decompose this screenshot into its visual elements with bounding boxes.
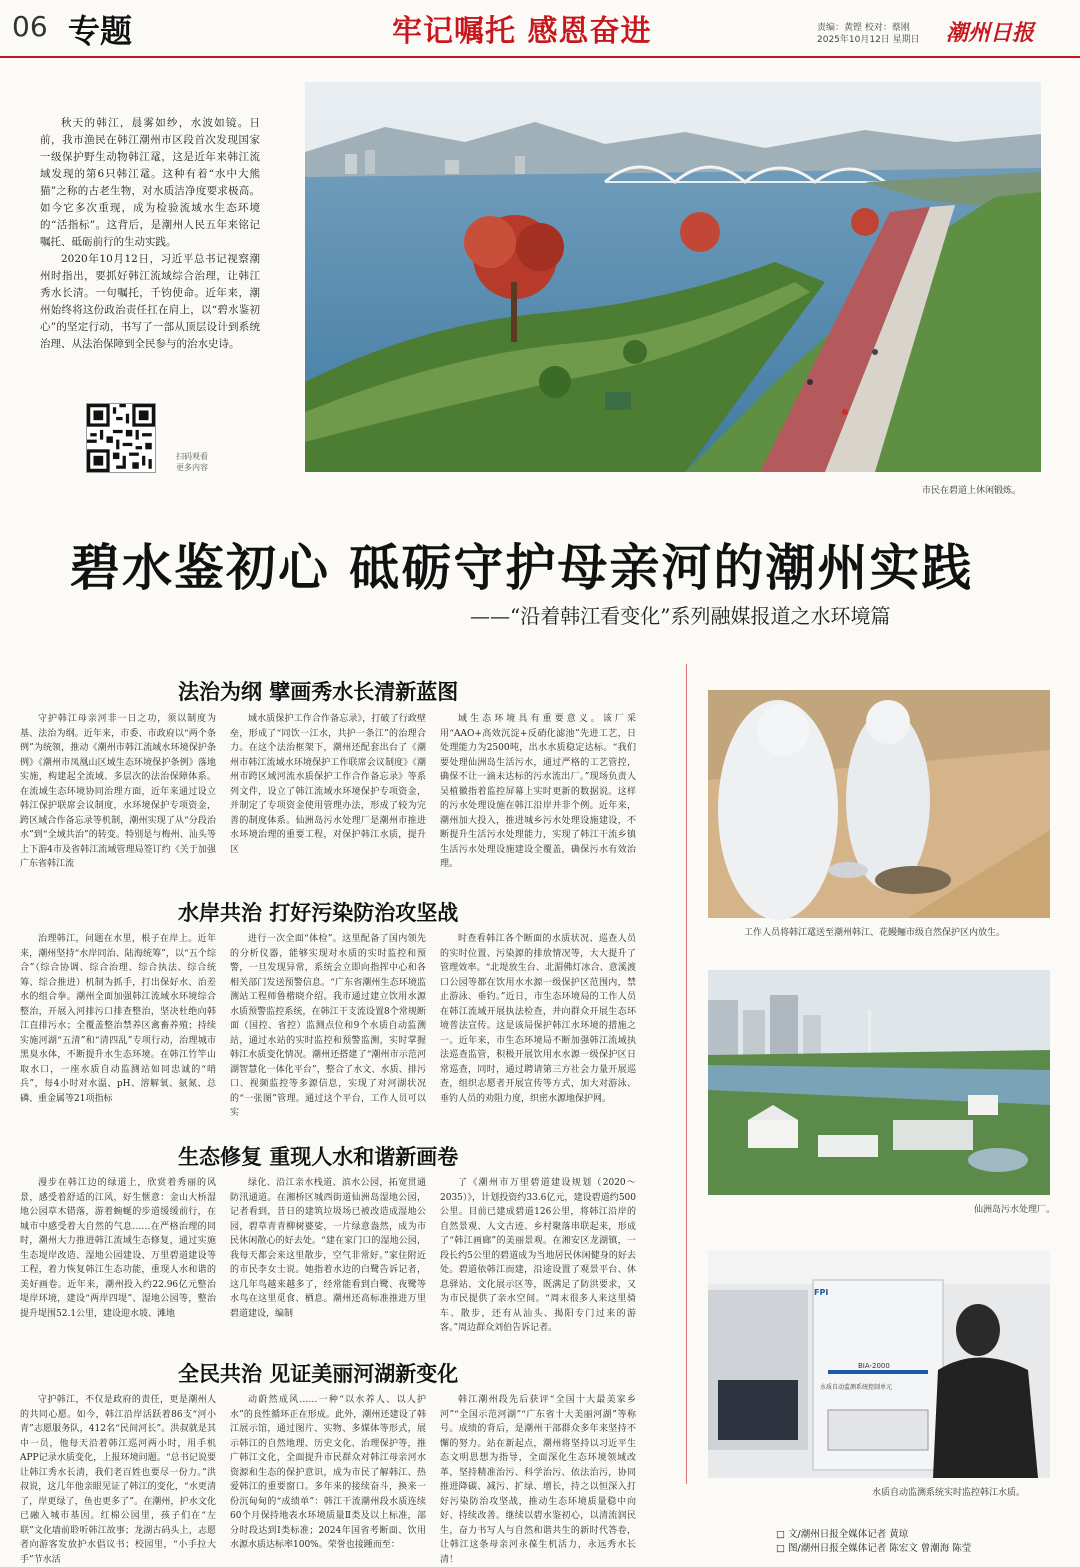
- article-paragraph: 漫步在韩江边的绿道上，欣赏着秀丽的风景，感受着舒适的江风，好生惬意：金山大桥湿地公园草木错落，游着蜿蜒的步道缓缓前行，在城市中感受着大自然的气息……在严格治理的同时，潮州大力推进韩江流域生态修复，通过实施生态堤岸改造、湿地公园建设、万里碧道建设等工程，着力恢复韩江生态功能，重现人水和谐的美好画卷。近年来，潮州投入约22.96亿元整治堤岸环境，建设“两岸四堤”、湿地公园等，整治提升堤围52.1公里，建设迎水坡、滩地: [20, 1178, 216, 1319]
- turtle-release-photo: [708, 690, 1050, 918]
- article-column: [440, 1176, 636, 1333]
- article-paragraph: 守护韩江母亲河非一日之功，须以制度为基、法治为纲。近年来，市委、市政府以“两个条例”为统领，推动《潮州市韩江流域水环境保护条例》《潮州市凤凰山区域生态环境保护条例》落地实施，构建起全流域、多层次的法治保障体系。在流域生态环境协同治理方面，近年来通过设立韩江保护联席会议制度，水环境保护专项资金，跨区域合作备忘录等机制，潮州实现了从“分段治水”到“全域共治”的转变。特别是与梅州、汕头等上下游4市及省韩江流域管理局签订约《关于加强广东省韩江流: [20, 714, 216, 869]
- credits: [776, 1528, 971, 1556]
- article-paragraph: 动蔚然成风……一种“以水养人、以人护水”的良性循环正在形成。此外，潮州还建设了韩江展示馆，通过图片、实物、多媒体等形式，展示韩江的自然地理、历史文化、治理保护等，推广韩江文化，全面提升市民群众对韩江母亲河水资源和生态的保护意识，成为市民了解韩江、热爱韩江的重要窗口。多年来的接续奋斗，换来一份沉甸甸的“成绩单”：韩江干流潮州段水质连续60个月保持地表水环境质量Ⅱ类及以上标准，部分时段达到Ⅰ类标准；2024年国省考断面、饮用水源水质达标率100%。荣誉也接踵而至：: [230, 1395, 426, 1550]
- article-paragraph: 进行一次全面“体检”。这里配备了国内领先的分析仪器，能够实现对水质的实时监控和预警，一旦发现异常，系统会立即向指挥中心和各相关部门发送预警信息。“广东省潮州生态环境监测站工程师鲁楷晓介绍。我市通过建立饮用水源水质预警监控系统，在韩江干支流设置8个常规断面（国控、省控）监测点位和9个水质自动监测站，通过水站的实时监控和预警监测，实时掌握韩江水质变化情况。潮州还搭建了“潮州市示范河湖智慧化一体化平台”，整合了水文、水质、排污口、视频监控等多源信息，实现了对河湖状况的“一张图”管理。通过这个平台，工作人员可以实: [230, 934, 426, 1118]
- article-column: [230, 1393, 426, 1553]
- hero-photo: [305, 82, 1041, 472]
- intro-paragraph: 秋天的韩江，晨雾如纱，水波如镜。日前，我市渔民在韩江潮州市区段首次发现国家一级保护野生动物韩江鼋，这是近年来韩江流域发现的第6只韩江鼋。这种有着“水中大熊猫”之称的古老生物，对水质洁净度要求极高。如今它多次重现，成为检验流域水生态环境的“活指标”。这背后，是潮州人民五年来铭记嘱托、砥砺前行的生动实践。: [40, 117, 260, 248]
- column-divider: [686, 664, 687, 1484]
- headline: 碧水鉴初心 砥砺守护母亲河的潮州实践: [70, 538, 974, 597]
- date-line: 2025年10月12日 星期日: [817, 35, 920, 45]
- photo-caption: 仙洲岛污水处理厂。: [974, 1205, 1056, 1215]
- article-column: [440, 932, 636, 1104]
- article-paragraph: 治理韩江，问题在水里，根子在岸上。近年来，潮州坚持“水岸同治、陆海统筹”，以“五个综合”（综合协调、综合治理、综合执法、综合统筹、综合推进）机制为抓手，打出保好水、治差水的组合拳。潮州全面加强韩江流域水环境综合整治，开展入河排污口排查整治，坚决杜绝向韩江直排污水；全覆盖整治禁养区禽畜养殖；持续实施河湖“五清”和“清四乱”专项行动，治理城市黑臭水体，不断提升水生态环境。在韩江竹竿山取水口，一座水质自动监测站如同忠诚的“哨兵”，每4小时对水温、pH、溶解氧、氨氮、总磷、重金属等21项指标: [20, 934, 216, 1104]
- wastewater-plant-image: [708, 970, 1050, 1195]
- article-column: [440, 1393, 636, 1565]
- article-column: [230, 1176, 426, 1324]
- section-title: 法治为纲 擘画秀水长清新蓝图: [178, 679, 459, 704]
- device-label: 水质自动监测系统控制单元: [820, 1384, 893, 1391]
- intro-text: [40, 115, 260, 353]
- article-column: [20, 1176, 216, 1324]
- masthead: [0, 0, 1080, 58]
- qr-code-icon: [87, 404, 155, 472]
- device-model: BIA-2000: [858, 1362, 890, 1370]
- editors-line: 责编：黄铿 校对：蔡刚: [817, 23, 910, 33]
- edition-meta: [817, 22, 920, 46]
- article-column: [20, 712, 216, 869]
- water-monitoring-photo: [708, 1250, 1050, 1478]
- article-column: [20, 932, 216, 1104]
- slogan: 牢记嘱托 感恩奋进: [392, 14, 652, 49]
- article-paragraph: 守护韩江，不仅是政府的责任，更是潮州人的共同心愿。如今，韩江沿岸活跃着86支“河小青”志愿服务队，412名“民间河长”。洪叔就是其中一员，他每天沿着韩江巡河两小时，用手机APP记录水质变化，上报环境问题。“总书记说要让韩江秀水长清，我们老百姓也要尽一份力。”洪叔说，这几年他亲眼见证了韩江的变化，“水更清了，岸更绿了，鱼也更多了”。在潮州，护水文化已融入城市基因。红棉公园里，孩子们在“左联”文化墙前聆听韩江故事；龙湖古码头上，志愿者向游客发放护水倡议书；校园里，“小手拉大手”节水活: [20, 1395, 216, 1565]
- qr-label-line: 扫码观看: [176, 452, 208, 461]
- turtle-release-image: [708, 690, 1050, 918]
- qr-label: [176, 451, 208, 473]
- device-brand: FPI: [814, 1288, 829, 1297]
- article-column: [230, 932, 426, 1118]
- section-title: 全民共治 见证美丽河湖新变化: [178, 1361, 459, 1386]
- article-paragraph: 了《潮州市万里碧道建设规划（2020～2035）》，计划投资约33.6亿元，建设碧道约500公里。目前已建成碧道126公里，将韩江沿岸的自然景观、人文古迹、乡村聚落串联起来，形成了“韩江画廊”的美丽景观。在湘安区龙湖镇，一段长约5公里的碧道成为当地居民休闲健身的好去处。碧道依韩江而建，沿途设置了观景平台、休息驿站、文化展示区等，既满足了防洪要求，又为市民提供了亲水空间。“周末很多人来这里骑车、散步，还有从汕头、揭阳专门过来的游客。”周边群众刘伯告诉记者。: [440, 1178, 636, 1333]
- qr-label-line: 更多内容: [176, 463, 208, 472]
- qr-code[interactable]: [86, 403, 156, 473]
- section-label: 专题: [68, 12, 133, 50]
- article-paragraph: 绿化、沿江亲水栈道、滨水公园，拓宽贯通防汛通道。在湘桥区城西街道仙洲岛湿地公园，记者看到，昔日的建筑垃圾场已被改造成湿地公园，碧草青青柳树婆娑，一片绿意盎然，成为市民休闲散心的好去处。“建在家门口的湿地公园，我每天都会来这里散步，空气非常好。”家住附近的市民李女士说。她指着水边的白鹭告诉记者，这几年鸟越来越多了，经常能看到白鹭、夜鹭等水鸟在这里觅食、栖息。潮州还高标准推进万里碧道建设，编制: [230, 1178, 426, 1319]
- hero-caption: 市民在碧道上休闲锻炼。: [922, 486, 1022, 496]
- intro-paragraph: 2020年10月12日，习近平总书记视察潮州时指出，要抓好韩江流域综合治理，让韩江秀水长清。一句嘱托，千钧使命。近年来，潮州始终将这份政治责任扛在肩上，以“碧水鉴初心”的坚定行动，书写了一部从顶层设计到系统治理、从法治保障到全民参与的治水史诗。: [40, 253, 260, 350]
- wastewater-plant-photo: [708, 970, 1050, 1195]
- photo-caption: 水质自动监测系统实时监控韩江水质。: [872, 1488, 1026, 1498]
- article-paragraph: 域水质保护工作合作备忘录》，打破了行政壁垒，形成了“同饮一江水，共护一条江”的治理合力。在这个法治框架下，潮州还配套出台了《潮州市韩江流域水环境保护工作联席会议制度》《潮州市跨区域河流水质保护工作合作备忘录》等系列文件，设立了韩江流域水环境保护专项资金，并制定了专项资金使用管理办法，形成了较为完善的制度体系。仙洲岛污水处理厂是潮州市推进水环境治理的重要工程，对保护韩江水质，提升区: [230, 714, 426, 855]
- article-column: [230, 712, 426, 862]
- article-column: [20, 1393, 216, 1565]
- article-column: [440, 712, 636, 869]
- photo-caption: 工作人员将韩江鼋送至潮州韩江、花鳗鲡市级自然保护区内放生。: [744, 928, 1006, 938]
- photo-credit: □ 图/潮州日报全媒体记者 陈宏文 曾潮海 陈莹: [776, 1542, 971, 1556]
- page-number: 06: [12, 10, 48, 43]
- article-paragraph: 时查看韩江各个断面的水质状况、巡查人员的实时位置、污染源的排放情况等，大大提升了管理效率。“北堤放生台、北湄佛灯冰合、意溪渡口公园等都在饮用水水源一级保护区范围内，禁止游泳、垂钓。”近日，市生态环境局的工作人员在韩江流域开展执法检查，并向群众开展生态环境普法宣传。这是该局保护韩江水环境的措施之一。近年来，市生态环境局不断加强韩江流域执法巡查监管，积极开展饮用水水源一级保护区日常巡查，同时，通过聘请第三方社会力量开展巡查，组织志愿者开展宣传等方式，加大对游泳、垂钓人员的劝阻力度，织密水源地保护网。: [440, 934, 636, 1104]
- article-paragraph: 韩江潮州段先后获评“全国十大最美家乡河”“全国示范河湖”“广东省十大美丽河湖”等称号。成绩的背后，是潮州干部群众多年来坚持不懈的努力。站在新起点，潮州将坚持以习近平生态文明思想为指导，全面深化生态环境领域改革，坚持精准治污、科学治污、依法治污，协同推进降碳、减污、扩绿、增长，持之以恒深入打好污染防治攻坚战，推动生态环境质量稳中向好、持续改善。继续以碧水鉴初心，以清流润民生，奋力书写人与自然和谐共生的新时代答卷，让韩江这条母亲河永葆生机活力，永远秀水长清！: [440, 1395, 636, 1565]
- text-credit: □ 文/潮州日报全媒体记者 黄琼: [776, 1528, 971, 1542]
- article-paragraph: 域生态环境具有重要意义。该厂采用“AAO+高效沉淀+反硝化滤池”先进工艺，日处理能力为2500吨，出水水质稳定达标。“我们要处理仙洲岛生活污水，通过严格的工艺管控，确保不让一滴未达标的污水流出厂。”现场负责人吴植徽指着监控屏幕上实时更新的数据说。这样的污水处理设施在韩江沿岸并非个例。近年来，潮州加大投入，推进城乡污水处理设施建设，不断提升生活污水处理能力，实现了韩江干流乡镇生活污水处理设施建设全覆盖，确保污水有效治理。: [440, 714, 636, 869]
- section-title: 生态修复 重现人水和谐新画卷: [178, 1144, 459, 1169]
- subheadline: ——“沿着韩江看变化”系列融媒报道之水环境篇: [470, 604, 891, 628]
- newspaper-logo: 潮州日报: [946, 20, 1035, 46]
- section-title: 水岸共治 打好污染防治攻坚战: [178, 900, 459, 925]
- river-greenway-image: [305, 82, 1041, 472]
